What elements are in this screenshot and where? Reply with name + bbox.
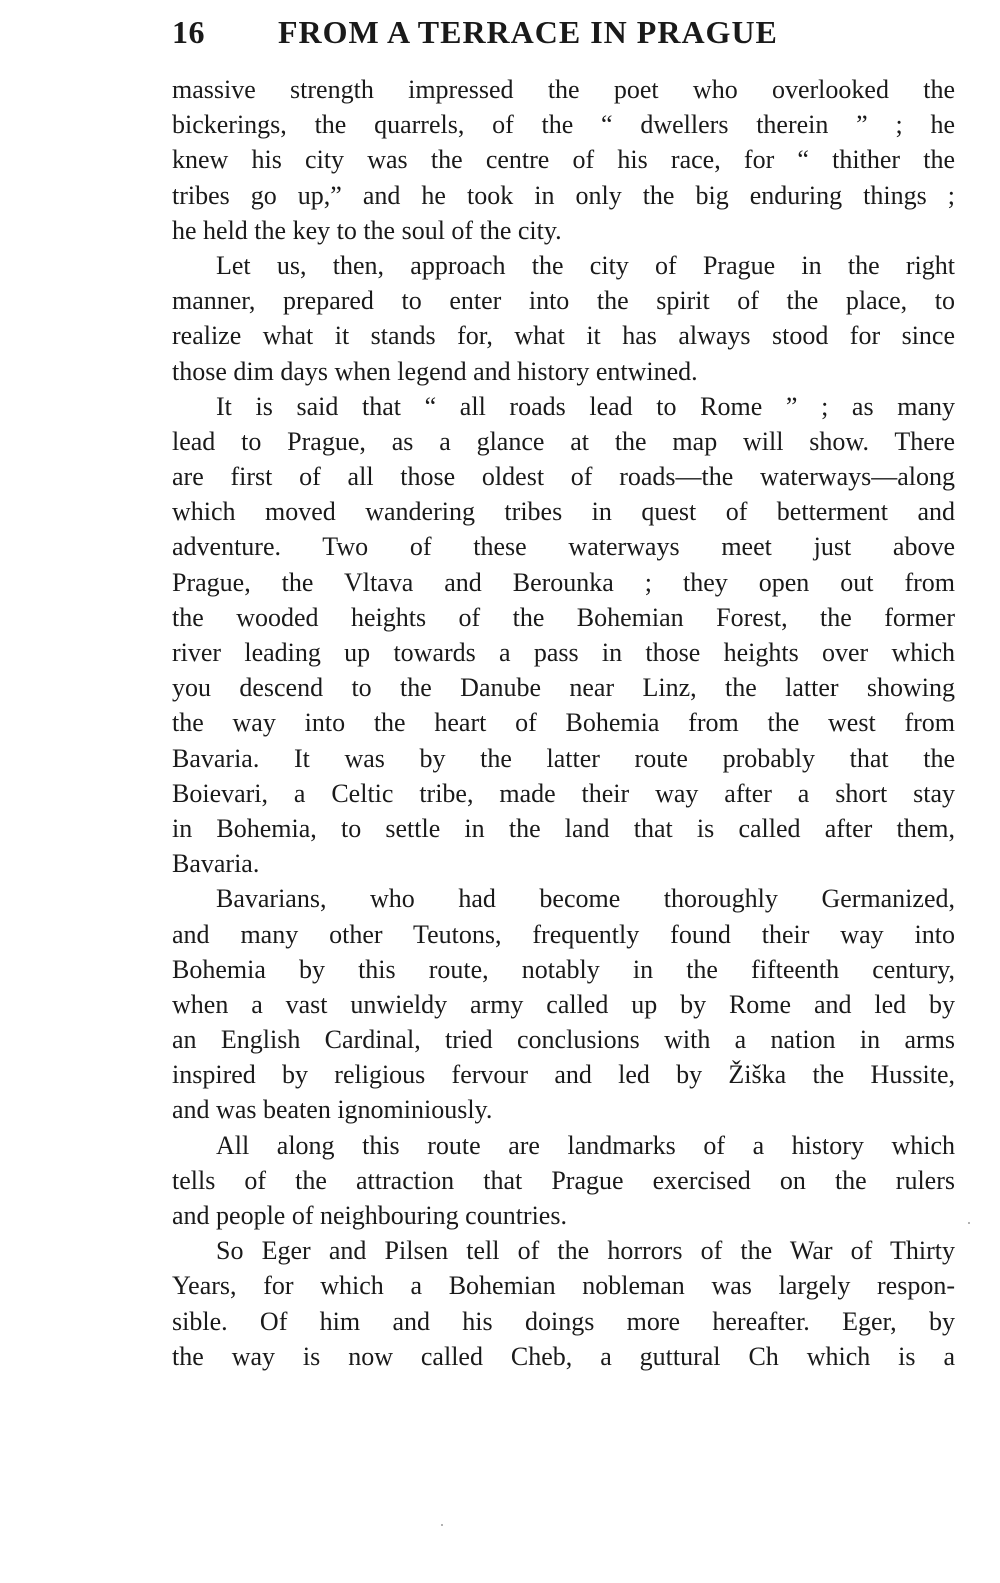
text-line: and many other Teutons, frequently found their way into (172, 919, 955, 949)
text-line: those dim days when legend and history entwined. (172, 356, 698, 386)
text-line: tribes go up,” and he took in only the big enduring things ; (172, 180, 955, 210)
paragraph-first-line: All along this route are landmarks of a history which (216, 1130, 955, 1160)
text-line: are first of all those oldest of roads—the waterways—along (172, 462, 955, 492)
text-line: Prague, the Vltava and Berounka ; they open out from (172, 567, 955, 597)
text-line: adventure. Two of these waterways meet just above (172, 532, 955, 562)
text-line: river leading up towards a pass in those heights over which (172, 638, 955, 667)
text-line: manner, prepared to enter into the spirit of the place, to (172, 286, 955, 316)
running-title: FROM A TERRACE IN PRAGUE (278, 14, 778, 50)
text-line: inspired by religious fervour and led by Žiška the Hussite, (172, 1060, 955, 1090)
text-line: you descend to the Danube near Linz, the latter showing (172, 673, 955, 703)
text-line: lead to Prague, as a glance at the map will show. There (172, 426, 955, 456)
text-line: the wooded heights of the Bohemian Forest, the former (172, 602, 955, 632)
text-line: Bavaria. It was by the latter route probably that the (172, 743, 955, 773)
text-line: when a vast unwieldy army called up by Rome and led by (172, 989, 955, 1019)
paragraph-first-line: So Eger and Pilsen tell of the horrors of the War of Thirty (216, 1236, 955, 1266)
text-line: which moved wandering tribes in quest of betterment and (172, 497, 955, 527)
text-line: in Bohemia, to settle in the land that is called after them, (172, 813, 955, 843)
text-line: sible. Of him and his doings more hereafter. Eger, by (172, 1306, 955, 1336)
text-line: an English Cardinal, tried conclusions with a nation in arms (172, 1025, 955, 1055)
text-line: Bohemia by this route, notably in the fifteenth century, (172, 954, 955, 984)
text-line: he held the key to the soul of the city. (172, 215, 562, 245)
text-line: massive strength impressed the poet who overlooked the (172, 75, 955, 104)
text-line: and was beaten ignominiously. (172, 1095, 493, 1125)
text-line: tells of the attraction that Prague exercised on the rulers (172, 1165, 955, 1195)
scan-speck (441, 1524, 443, 1526)
text-line: and people of neighbouring countries. (172, 1201, 567, 1230)
page-number: 16 (172, 14, 205, 50)
text-line: Boievari, a Celtic tribe, made their way after a short stay (172, 778, 955, 808)
paragraph-first-line: Let us, then, approach the city of Prague in the right (216, 250, 955, 280)
text-line: Years, for which a Bohemian nobleman was largely respon- (172, 1271, 955, 1301)
paragraph-first-line: It is said that “ all roads lead to Rome ” ; as many (216, 391, 955, 421)
text-line: realize what it stands for, what it has always stood for since (172, 321, 955, 351)
text-line: bickerings, the quarrels, of the “ dwellers therein ” ; he (172, 110, 955, 140)
body-text (172, 72, 955, 1374)
text-line: knew his city was the centre of his race, for “ thither the (172, 145, 955, 175)
text-line: the way is now called Cheb, a guttural Ch which is a (172, 1341, 955, 1371)
text-line: the way into the heart of Bohemia from the west from (172, 708, 955, 738)
running-head (172, 14, 840, 58)
paragraph-first-line: Bavarians, who had become thoroughly Germanized, (216, 884, 955, 914)
scan-speck (968, 1222, 970, 1224)
text-line: Bavaria. (172, 849, 260, 879)
